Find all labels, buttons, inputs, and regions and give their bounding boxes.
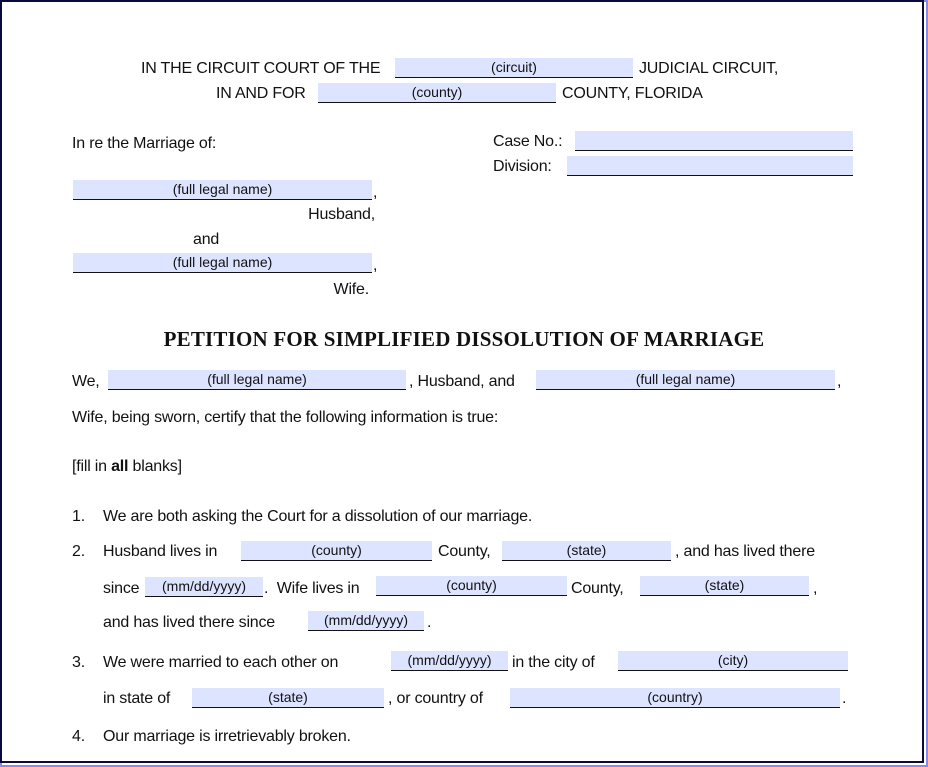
item-2-text: , and has lived there [675, 543, 815, 560]
county-heading-2: COUNTY, FLORIDA [562, 85, 703, 102]
division-label: Division: [493, 158, 552, 175]
marriage-date-field[interactable]: (mm/dd/yyyy) [391, 651, 508, 671]
caption-wife-name-field[interactable]: (full legal name) [73, 253, 372, 273]
in-re-label: In re the Marriage of: [72, 135, 217, 152]
we-label: We, [72, 373, 100, 390]
comma: , [373, 184, 378, 201]
husband-state-field[interactable]: (state) [502, 541, 671, 561]
comma: , [813, 580, 818, 597]
marriage-state-field[interactable]: (state) [192, 688, 384, 708]
item-number: 1. [72, 508, 85, 525]
case-no-field[interactable] [575, 131, 853, 151]
comma: , [373, 257, 378, 274]
court-heading-1: IN THE CIRCUIT COURT OF THE [141, 60, 381, 77]
period: . [842, 690, 847, 707]
case-no-label: Case No.: [493, 133, 563, 150]
wife-label: Wife. [333, 281, 369, 298]
comma: , [837, 373, 842, 390]
marriage-city-field[interactable]: (city) [618, 651, 848, 671]
caption-husband-name-field[interactable]: (full legal name) [73, 180, 372, 200]
city-label: in the city of [512, 654, 595, 671]
wife-county-field[interactable]: (county) [376, 576, 567, 596]
husband-since-date-field[interactable]: (mm/dd/yyyy) [145, 577, 263, 597]
item-number: 2. [72, 543, 85, 560]
item-3-text: We were married to each other on [103, 654, 339, 671]
county-label: County, [438, 543, 491, 560]
marriage-country-field[interactable]: (country) [510, 688, 840, 708]
fill-instruction: [fill in all blanks] [72, 458, 182, 475]
county-label: County, [571, 580, 624, 597]
country-label: , or country of [388, 690, 483, 707]
husband-and-label: , Husband, and [409, 373, 515, 390]
husband-county-field[interactable]: (county) [241, 541, 432, 561]
county-heading-1: IN AND FOR [216, 85, 306, 102]
husband-label: Husband, [308, 206, 375, 223]
wife-lives-label: . Wife lives in [264, 580, 360, 597]
wife-since-label: and has lived there since [103, 614, 276, 631]
wife-since-date-field[interactable]: (mm/dd/yyyy) [308, 611, 424, 631]
item-number: 4. [72, 728, 85, 745]
since-label: since [103, 580, 140, 597]
document-title: PETITION FOR SIMPLIFIED DISSOLUTION OF MARRIAGE [163, 327, 765, 351]
item-2-text: Husband lives in [103, 543, 218, 560]
item-4-text: Our marriage is irretrievably broken. [103, 728, 351, 745]
period: . [427, 614, 432, 631]
court-heading-2: JUDICIAL CIRCUIT, [639, 60, 779, 77]
sworn-statement: Wife, being sworn, certify that the following information is true: [72, 409, 499, 426]
wife-state-field[interactable]: (state) [640, 576, 809, 596]
county-field[interactable]: (county) [318, 83, 556, 103]
intro-husband-name-field[interactable]: (full legal name) [108, 370, 406, 390]
division-field[interactable] [567, 156, 853, 176]
state-label: in state of [103, 690, 171, 707]
intro-wife-name-field[interactable]: (full legal name) [536, 370, 835, 390]
and-label: and [193, 231, 220, 248]
item-number: 3. [72, 654, 85, 671]
item-1-text: We are both asking the Court for a dissolution of our marriage. [103, 508, 533, 525]
circuit-field[interactable]: (circuit) [395, 58, 633, 78]
